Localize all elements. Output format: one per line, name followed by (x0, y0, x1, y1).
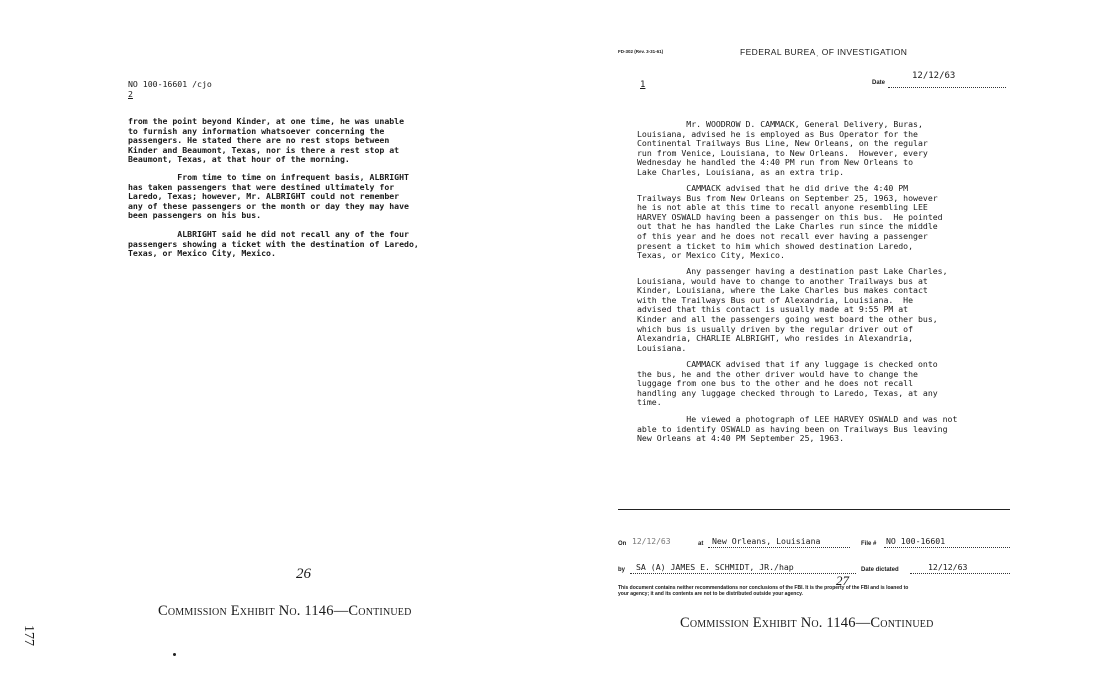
location: New Orleans, Louisiana (712, 536, 821, 546)
page-number: 2 (128, 89, 133, 99)
dictated-label: Date dictated (861, 567, 899, 573)
date-label: Date (872, 80, 886, 86)
body-paragraph-3: ALBRIGHT said he did not recall any of the four passengers showing a ticket with the destination of Laredo, Texas, or Mexico City, Mexico. (128, 229, 419, 259)
exhibit-caption: Commission Exhibit No. 1146—Continued (680, 615, 934, 631)
exhibit-caption: Commission Exhibit No. 1146—Continued (158, 603, 412, 619)
by-label: by (618, 567, 626, 573)
body-paragraph-2: CAMMACK advised that he did drive the 4:40 PM Trailways Bus from New Orleans on September 25, 1963, however he is not able at this time to recall anyone resembling LEE HARVEY OSWALD having been a passenger on this bus. He pointed out that he has handled the Lake Charles run since the middle of this year and he does not recall ever having a passenger present a ticket to him which showed destination Laredo, Texas, or Mexico City, Mexico. (637, 183, 943, 261)
body-paragraph-2: From time to time on infrequent basis, ALBRIGHT has taken passengers that were destined ultimately for Laredo, Texas; however, Mr. ALBRIGHT could not remember any of these passengers or the month or day they may have been passengers on his bus. (128, 172, 409, 221)
handwritten-page-number: 27 (836, 573, 849, 588)
file-value: NO 100-16601 (886, 536, 946, 546)
date-rule (888, 87, 1006, 88)
body-paragraph-3: Any passenger having a destination past Lake Charles, Louisiana, would have to change to another Trailways bus at Kinder, Louisiana, where the Lake Charles bus makes contact with the Trailways Bus out of Alexandria, Louisiana. He advised that this contact is usually made at 9:55 PM at Kinder and all the passengers going west board the other bus, which bus is usually driven by the regular driver out of Alexandria, CHARLIE ALBRIGHT, who resides in Alexandria, Louisiana. (637, 266, 948, 353)
margin-page-number: 177 (21, 625, 36, 646)
on-label: On (618, 541, 627, 547)
on-value: 12/12/63 (632, 537, 671, 546)
agent-name: SA (A) JAMES E. SCHMIDT, JR./hap (636, 562, 794, 572)
at-label: at (698, 541, 704, 547)
dictated-rule (910, 573, 1010, 574)
body-paragraph-1: Mr. WOODROW D. CAMMACK, General Delivery, Buras, Louisiana, advised he is employed as Bus Operator for the Continental Trailways Bus Line, New Orleans, on the regular run from Venice, Louisiana, to New Orleans. However, every Wednesday he handled the 4:40 PM run from New Orleans to Lake Charles, Louisiana, as an extra trip. (637, 119, 928, 177)
page-number: 1 (640, 80, 646, 90)
date-value: 12/12/63 (912, 71, 956, 81)
form-number: FD-302 (Rev. 3-31-61) (618, 49, 664, 54)
handwritten-page-number: 26 (296, 566, 311, 582)
location-rule (708, 547, 850, 548)
agent-rule (630, 573, 856, 574)
body-paragraph-4: CAMMACK advised that if any luggage is checked onto the bus, he and the other driver would have to change the luggage from one bus to the other and he does not recall handling any luggage checked through to Laredo, Texas, at any time. (637, 359, 938, 408)
file-label: File # (861, 541, 877, 547)
agency-header: FEDERAL BUREAˌ OF INVESTIGATION (740, 47, 908, 57)
file-reference: NO 100-16601 /cjo (128, 79, 212, 89)
footer-divider (618, 509, 1010, 510)
body-paragraph-5: He viewed a photograph of LEE HARVEY OSWALD and was not able to identify OSWALD as having been on Trailways Bus leaving New Orleans at 4:40 PM September 25, 1963. (637, 414, 958, 444)
dictated-value: 12/12/63 (928, 562, 968, 572)
disclaimer-line-1: This document contains neither recommendations nor conclusions of the FBI. It is the property of the FBI and is loaned to (618, 585, 909, 591)
body-paragraph-1: from the point beyond Kinder, at one time, he was unable to furnish any information whatsoever concerning the passengers. He stated there are no rest stops between Kinder and Beaumont, Texas, nor is there a rest stop at Beaumont, Texas, at that hour of the morning. (128, 116, 405, 165)
file-rule (884, 547, 1010, 548)
disclaimer-line-2: your agency; it and its contents are not to be distributed outside your agency. (618, 591, 803, 597)
ink-dot (173, 653, 176, 656)
